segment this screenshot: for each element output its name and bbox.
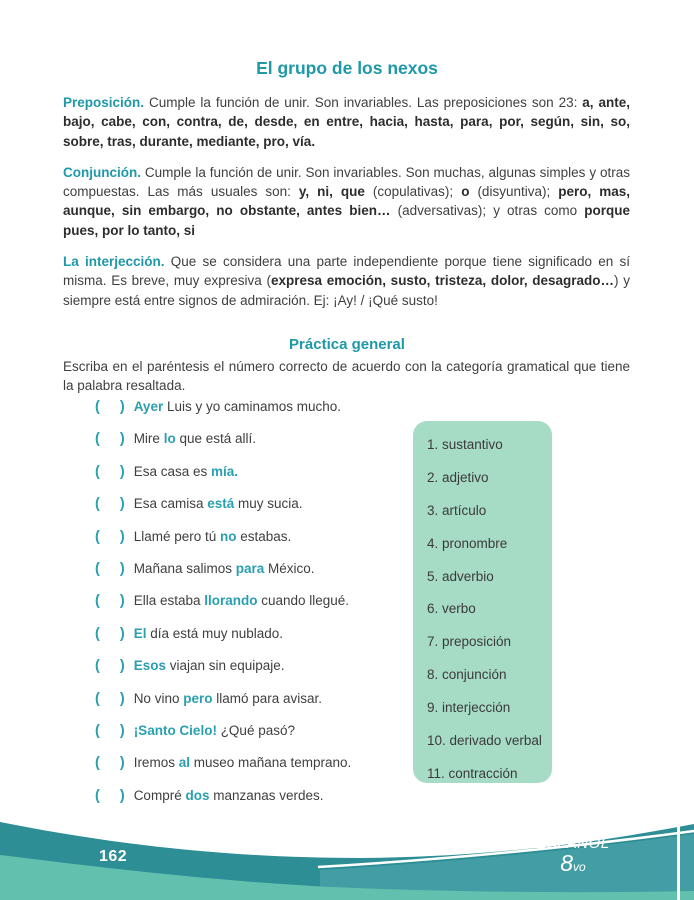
exercise-highlight-word: llorando xyxy=(204,593,258,609)
exercise-text-after: México. xyxy=(264,560,315,576)
text-segment-normal: Que se considera una parte independiente porque tiene significado en sí misma. Es breve, muy expresiva ( xyxy=(63,254,630,289)
word-bank-label: interjección xyxy=(442,700,511,716)
answer-paren-close: ) xyxy=(119,560,125,577)
footer-edge-line xyxy=(677,822,680,900)
intro-paragraphs xyxy=(63,93,630,310)
answer-paren-close: ) xyxy=(119,496,125,513)
word-bank xyxy=(413,421,552,783)
answer-paren-open: ( xyxy=(95,496,100,513)
word-bank-number: 10. xyxy=(427,733,450,749)
exercise-text-before: No vino xyxy=(133,690,184,706)
word-bank-number: 11. xyxy=(427,765,449,781)
text-segment-bold: o xyxy=(461,184,470,200)
exercise-text-after: estabas. xyxy=(236,528,292,544)
exercise-text-before: Esa camisa xyxy=(133,496,208,512)
exercise-text-before: Iremos xyxy=(133,755,179,771)
exercise-text-before: Llamé pero tú xyxy=(133,528,220,544)
exercise-text-after: que está allí. xyxy=(175,431,256,447)
exercise-text-after: Luis y yo caminamos mucho. xyxy=(163,399,342,414)
exercise-row xyxy=(95,626,425,658)
exercise-text-before: Esa casa es xyxy=(133,463,211,479)
answer-paren-open: ( xyxy=(95,528,100,545)
text-segment-bold: porque pues, por lo tanto, si xyxy=(63,203,630,238)
exercise-highlight-word: está xyxy=(207,496,235,512)
word-bank-item xyxy=(427,429,552,462)
answer-paren-close: ) xyxy=(119,755,125,772)
page-footer xyxy=(0,800,694,900)
word-bank-number: 2. xyxy=(427,469,443,485)
exercise-highlight-word: para xyxy=(235,560,265,576)
exercise-highlight-word: El xyxy=(133,625,147,641)
word-bank-item xyxy=(427,561,552,594)
word-bank-number: 9. xyxy=(427,700,443,716)
answer-paren-open: ( xyxy=(95,399,100,415)
word-bank-number: 8. xyxy=(427,667,443,683)
exercise-text-after: cuando llegué. xyxy=(257,593,350,609)
word-bank-number: 6. xyxy=(427,601,443,617)
answer-paren-close: ) xyxy=(119,722,125,739)
exercise-highlight-word: no xyxy=(220,528,237,544)
exercise-highlight-word: mía. xyxy=(210,463,238,479)
answer-paren-close: ) xyxy=(119,593,125,610)
exercise-row xyxy=(95,431,425,463)
word-bank-item xyxy=(427,725,552,758)
answer-paren-close: ) xyxy=(119,787,125,804)
exercise-row xyxy=(95,399,425,431)
brand-grade-number: 8 xyxy=(560,850,574,876)
answer-paren-open: ( xyxy=(95,593,100,610)
text-segment-bold: expresa emoción, susto, tristeza, dolor, desagrado… xyxy=(271,273,615,289)
answer-paren-open: ( xyxy=(95,658,100,675)
word-bank-item xyxy=(427,593,552,626)
exercise-text-before: Mire xyxy=(133,431,164,447)
text-segment-normal: (copulativas); xyxy=(364,184,462,200)
exercise-highlight-word: al xyxy=(178,755,190,771)
exercise-highlight-word: Ayer xyxy=(133,399,164,414)
exercise-row xyxy=(95,464,425,496)
exercise-text-before: Mañana salimos xyxy=(133,560,236,576)
word-bank-label: derivado verbal xyxy=(449,733,542,749)
text-segment-normal: (adversativas); y otras como xyxy=(390,203,585,219)
word-bank-label: adverbio xyxy=(442,568,494,584)
answer-paren-close: ) xyxy=(119,658,125,675)
answer-paren-open: ( xyxy=(95,755,100,772)
exercise-highlight-word: dos xyxy=(185,787,210,803)
word-bank-item xyxy=(427,758,552,791)
exercise-row xyxy=(95,529,425,561)
exercise-row xyxy=(95,723,425,755)
word-bank-label: artículo xyxy=(442,502,487,518)
exercise-text-after: ¿Qué pasó? xyxy=(216,722,295,738)
text-segment-normal: (disyuntiva); xyxy=(469,184,559,200)
word-bank-item xyxy=(427,462,552,495)
word-bank-label: sustantivo xyxy=(442,437,503,452)
word-bank-number: 3. xyxy=(427,502,443,518)
exercise-text-after: día está muy nublado. xyxy=(146,625,284,641)
intro-paragraph xyxy=(63,163,630,240)
exercise-highlight-word: Esos xyxy=(133,658,166,674)
answer-paren-close: ) xyxy=(119,625,125,642)
page-title: El grupo de los nexos xyxy=(256,58,438,78)
practice-instructions: Escriba en el paréntesis el número correcto de acuerdo con la categoría gramatical que tiene la palabra resaltada. xyxy=(63,358,630,394)
word-bank-label: adjetivo xyxy=(442,469,489,485)
text-segment-bold: pero, mas, aunque, sin embargo, no obstante, antes bien… xyxy=(63,184,630,219)
word-bank-number: 5. xyxy=(427,568,443,584)
text-segment-lead: La interjección. xyxy=(63,254,165,270)
exercise-highlight-word: lo xyxy=(163,431,176,447)
answer-paren-open: ( xyxy=(95,722,100,739)
word-bank-number: 1. xyxy=(427,437,443,452)
intro-paragraph xyxy=(63,93,630,151)
word-bank-label: preposición xyxy=(442,634,512,650)
word-bank-item xyxy=(427,659,552,692)
answer-paren-close: ) xyxy=(119,528,125,545)
answer-paren-close: ) xyxy=(119,690,125,707)
exercise-text-after: manzanas verdes. xyxy=(209,787,324,803)
word-bank-label: pronombre xyxy=(442,535,508,551)
answer-paren-open: ( xyxy=(95,560,100,577)
exercise-highlight-word: pero xyxy=(183,690,213,706)
exercise-row xyxy=(95,691,425,723)
exercise-row xyxy=(95,658,425,690)
exercise-text-after: museo mañana temprano. xyxy=(189,755,352,771)
text-segment-normal: Cumple la función de unir. Son invariables. Son muchas, algunas simples y otras compuestas. Las más usuales son: xyxy=(63,164,630,200)
text-segment-bold: a, ante, bajo, cabe, con, contra, de, desde, en entre, hacia, hasta, para, por, según, sin, so, sobre, tras, durante, mediante, pro, vía. xyxy=(63,95,630,149)
exercise-highlight-word: ¡Santo Cielo! xyxy=(133,722,217,738)
word-bank-label: contracción xyxy=(448,765,518,781)
exercise-row xyxy=(95,755,425,787)
text-segment-normal: Cumple la función de unir. Son invariables. Las preposiciones son 23: xyxy=(144,95,583,110)
word-bank-number: 7. xyxy=(427,634,443,650)
exercise-row xyxy=(95,593,425,625)
answer-paren-close: ) xyxy=(119,463,125,480)
answer-paren-open: ( xyxy=(95,463,100,480)
text-segment-normal: ) y siempre está entre signos de admiración. Ej: ¡Ay! / ¡Qué susto! xyxy=(63,273,630,308)
exercise-row xyxy=(95,561,425,593)
brand-grade-suffix: vo xyxy=(573,860,586,874)
answer-paren-close: ) xyxy=(119,399,125,415)
word-bank-item xyxy=(427,626,552,659)
exercise-text-after: llamó para avisar. xyxy=(212,690,323,706)
brand-grade xyxy=(518,852,628,875)
exercise-list xyxy=(95,399,425,820)
exercise-text-before: Ella estaba xyxy=(133,593,205,609)
exercise-row xyxy=(95,496,425,528)
brand-mark xyxy=(518,836,628,875)
page-number: 162 xyxy=(99,848,128,865)
word-bank-item xyxy=(427,495,552,528)
practice-title: Práctica general xyxy=(289,335,405,353)
brand-title: ESPAÑOL xyxy=(536,835,610,852)
answer-paren-open: ( xyxy=(95,625,100,642)
intro-paragraph xyxy=(63,252,630,310)
text-segment-lead: Conjunción. xyxy=(63,164,141,180)
answer-paren-open: ( xyxy=(95,787,100,804)
text-segment-lead: Preposición. xyxy=(63,95,145,110)
word-bank-label: verbo xyxy=(442,601,476,617)
exercise-text-after: muy sucia. xyxy=(234,496,303,512)
answer-paren-open: ( xyxy=(95,690,100,707)
answer-paren-open: ( xyxy=(95,431,100,448)
word-bank-item xyxy=(427,528,552,561)
answer-paren-close: ) xyxy=(119,431,125,448)
word-bank-number: 4. xyxy=(427,535,443,551)
exercise-text-after: viajan sin equipaje. xyxy=(165,658,285,674)
exercise-text-before: Compré xyxy=(133,787,186,803)
text-segment-bold: y, ni, que xyxy=(298,184,365,200)
word-bank-item xyxy=(427,692,552,725)
word-bank-label: conjunción xyxy=(442,667,507,683)
